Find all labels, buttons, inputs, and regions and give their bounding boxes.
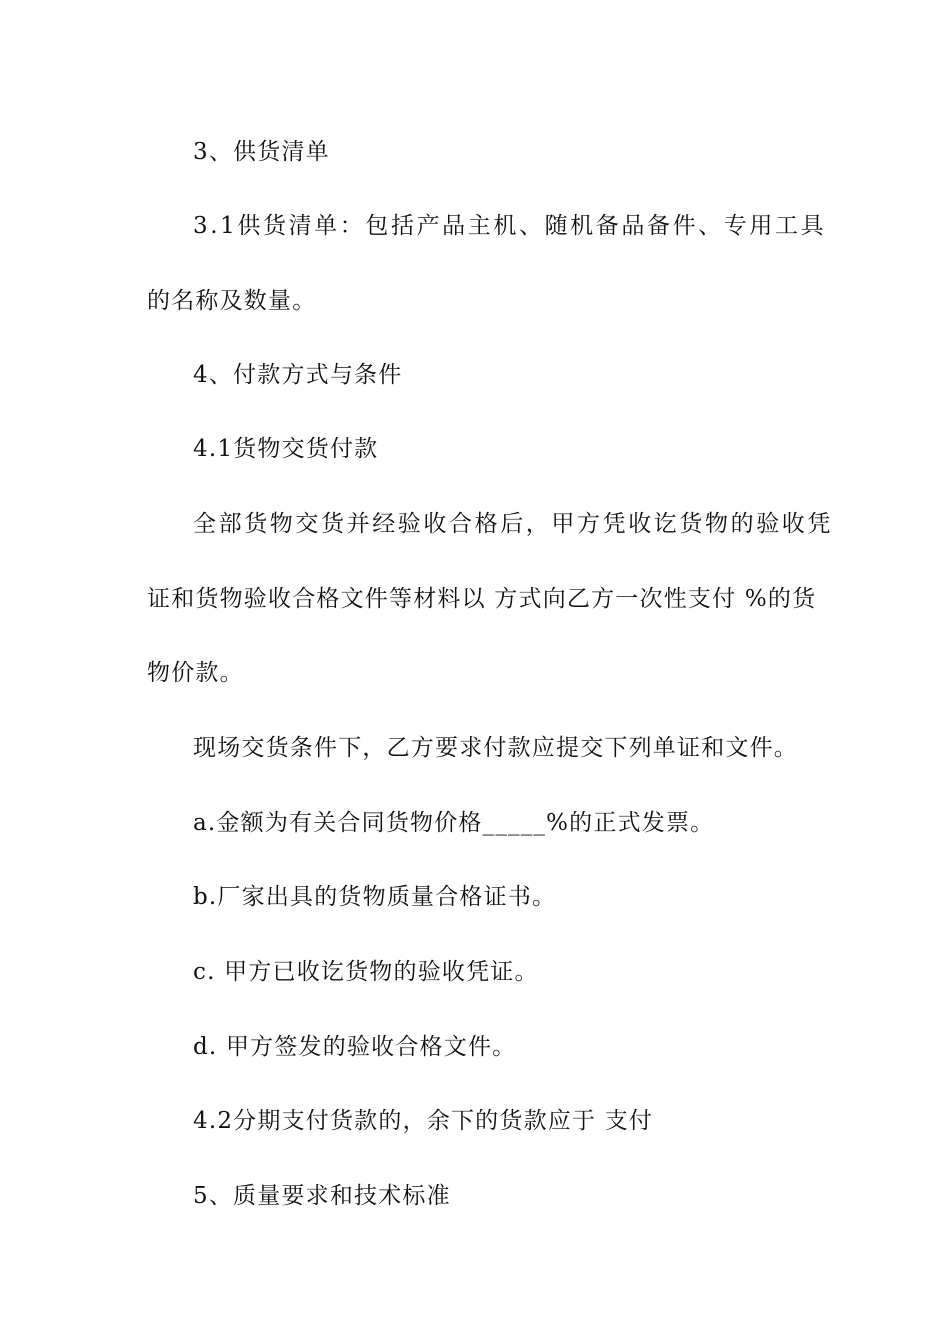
section-heading-3: 3、供货清单 bbox=[193, 139, 330, 165]
paragraph-3-1-line-1: 3.1供货清单：包括产品主机、随机备品备件、专用工具 bbox=[193, 213, 827, 239]
section-heading-5: 5、质量要求和技术标准 bbox=[193, 1183, 451, 1209]
list-item-c: c. 甲方已收讫货物的验收凭证。 bbox=[193, 959, 539, 985]
list-item-d: d. 甲方签发的验收合格文件。 bbox=[193, 1034, 517, 1060]
list-item-b: b.厂家出具的货物质量合格证书。 bbox=[193, 884, 557, 910]
paragraph-4-1-line-1: 全部货物交货并经验收合格后，甲方凭收讫货物的验收凭 bbox=[193, 511, 833, 537]
paragraph-4-1-line-3: 物价款。 bbox=[147, 660, 244, 686]
subsection-heading-4-2: 4.2分期支付货款的，余下的货款应于 支付 bbox=[193, 1108, 654, 1134]
paragraph-documents-required: 现场交货条件下，乙方要求付款应提交下列单证和文件。 bbox=[193, 735, 798, 761]
paragraph-4-1-line-2: 证和货物验收合格文件等材料以 方式向乙方一次性支付 %的货 bbox=[147, 586, 817, 612]
paragraph-3-1-line-2: 的名称及数量。 bbox=[147, 288, 317, 314]
subsection-heading-4-1: 4.1货物交货付款 bbox=[193, 436, 379, 462]
section-heading-4: 4、付款方式与条件 bbox=[193, 362, 403, 388]
list-item-a: a.金额为有关合同货物价格_____%的正式发票。 bbox=[193, 810, 715, 836]
